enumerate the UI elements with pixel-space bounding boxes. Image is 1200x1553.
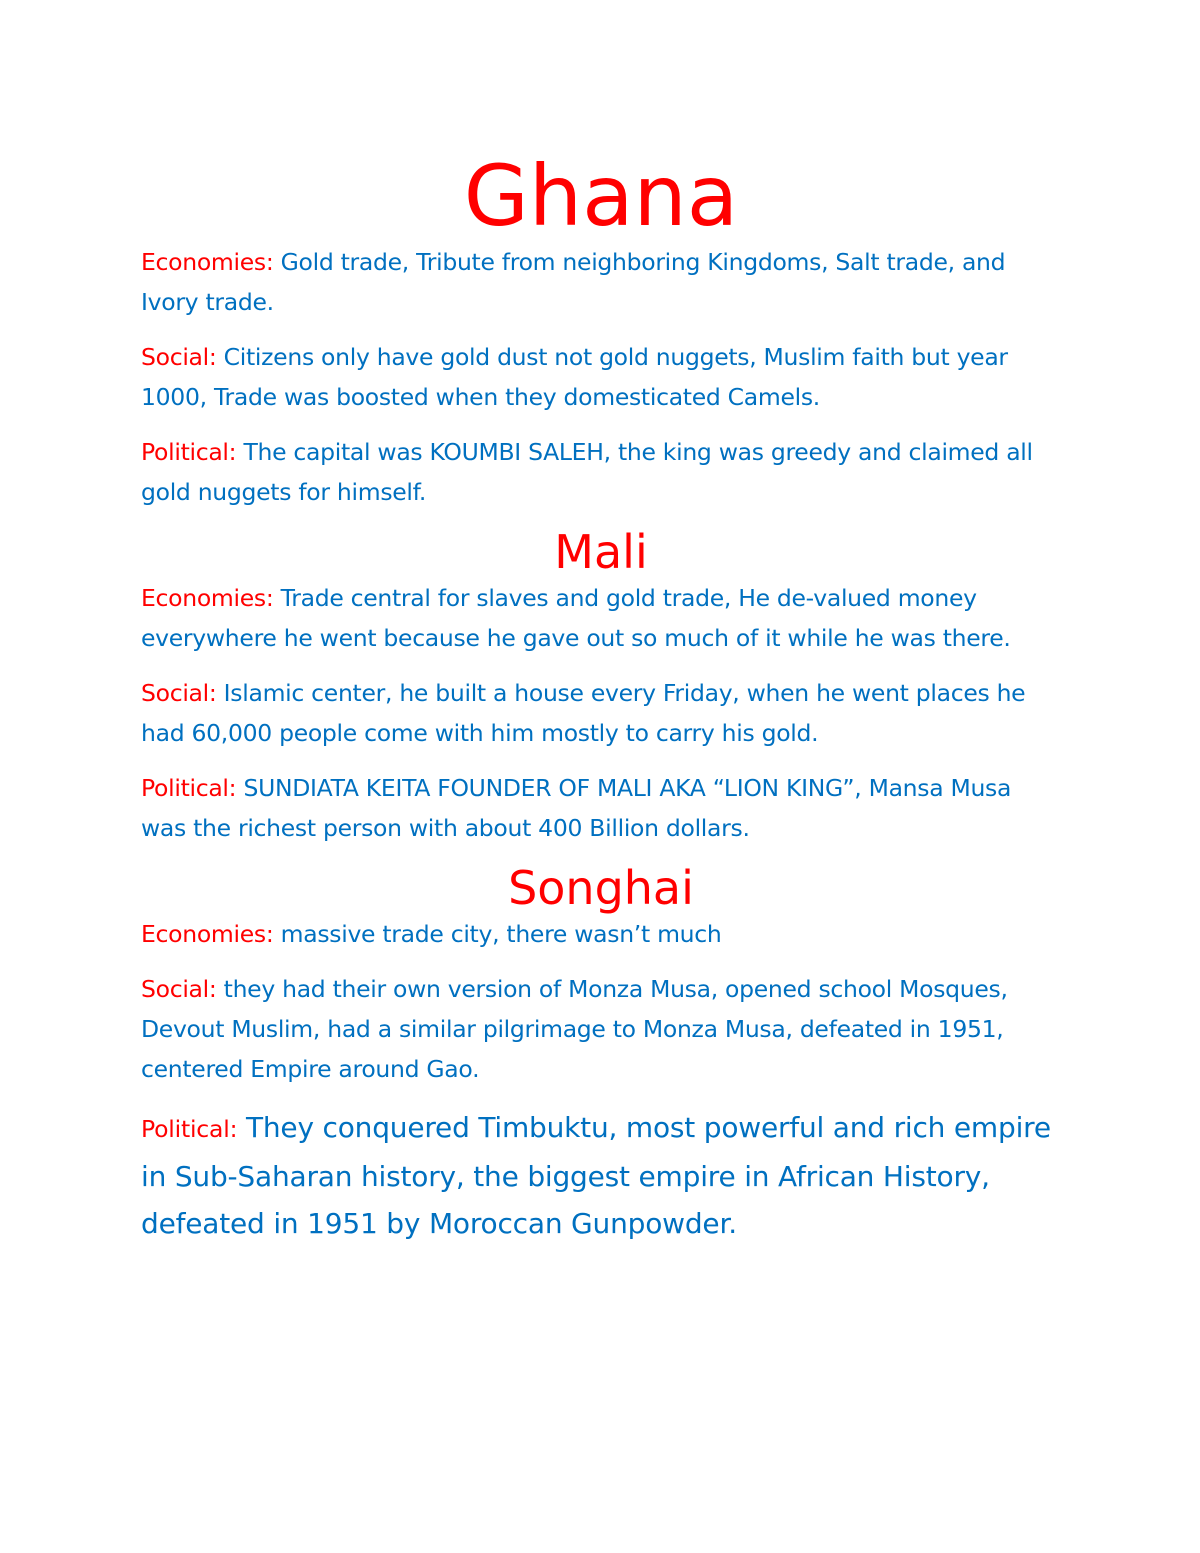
heading-mali: Mali bbox=[554, 525, 648, 580]
section-ghana bbox=[141, 147, 1061, 512]
economies-label: Economies: bbox=[141, 919, 274, 948]
mali-economies bbox=[141, 578, 1061, 658]
songhai-economies bbox=[141, 914, 1061, 954]
social-label: Social: bbox=[141, 678, 217, 707]
political-label: Political: bbox=[141, 773, 237, 802]
mali-social bbox=[141, 673, 1061, 753]
document-page bbox=[141, 147, 1061, 1262]
economies-text: massive trade city, there wasn’t much bbox=[273, 919, 722, 948]
ghana-political bbox=[141, 432, 1061, 512]
political-text: SUNDIATA KEITA FOUNDER OF MALI AKA “LION KING”, Mansa Musa was the richest person with about 400 Billion dollars. bbox=[141, 773, 1012, 842]
songhai-social bbox=[141, 969, 1061, 1089]
political-label: Political: bbox=[141, 1114, 238, 1143]
social-text: Islamic center, he built a house every Friday, when he went places he had 60,000 people come with him mostly to carry his gold. bbox=[141, 678, 1026, 747]
economies-text: Trade central for slaves and gold trade, He de-valued money everywhere he went because he gave out so much of it while he was there. bbox=[141, 583, 1011, 652]
political-text: They conquered Timbuktu, most powerful and rich empire in Sub-Saharan history, the biggest empire in African History, defeated in 1951 by Moroccan Gunpowder. bbox=[141, 1110, 1051, 1240]
songhai-political bbox=[141, 1104, 1061, 1247]
section-songhai bbox=[141, 860, 1061, 1247]
economies-label: Economies: bbox=[141, 248, 274, 277]
social-label: Social: bbox=[141, 974, 217, 1003]
economies-text: Gold trade, Tribute from neighboring Kingdoms, Salt trade, and Ivory trade. bbox=[141, 248, 1006, 317]
social-text: they had their own version of Monza Musa, opened school Mosques, Devout Muslim, had a similar pilgrimage to Monza Musa, defeated in 1951, centered Empire around Gao. bbox=[141, 974, 1008, 1083]
social-text: Citizens only have gold dust not gold nuggets, Muslim faith but year 1000, Trade was boosted when they domesticated Camels. bbox=[141, 343, 1008, 412]
ghana-economies bbox=[141, 242, 1061, 322]
ghana-social bbox=[141, 337, 1061, 417]
social-label: Social: bbox=[141, 343, 217, 372]
mali-political bbox=[141, 768, 1061, 848]
heading-ghana: Ghana bbox=[463, 147, 739, 245]
political-label: Political: bbox=[141, 438, 237, 467]
political-text: The capital was KOUMBI SALEH, the king was greedy and claimed all gold nuggets for himself. bbox=[141, 438, 1033, 507]
heading-songhai: Songhai bbox=[508, 860, 694, 915]
economies-label: Economies: bbox=[141, 583, 274, 612]
section-mali bbox=[141, 527, 1061, 848]
